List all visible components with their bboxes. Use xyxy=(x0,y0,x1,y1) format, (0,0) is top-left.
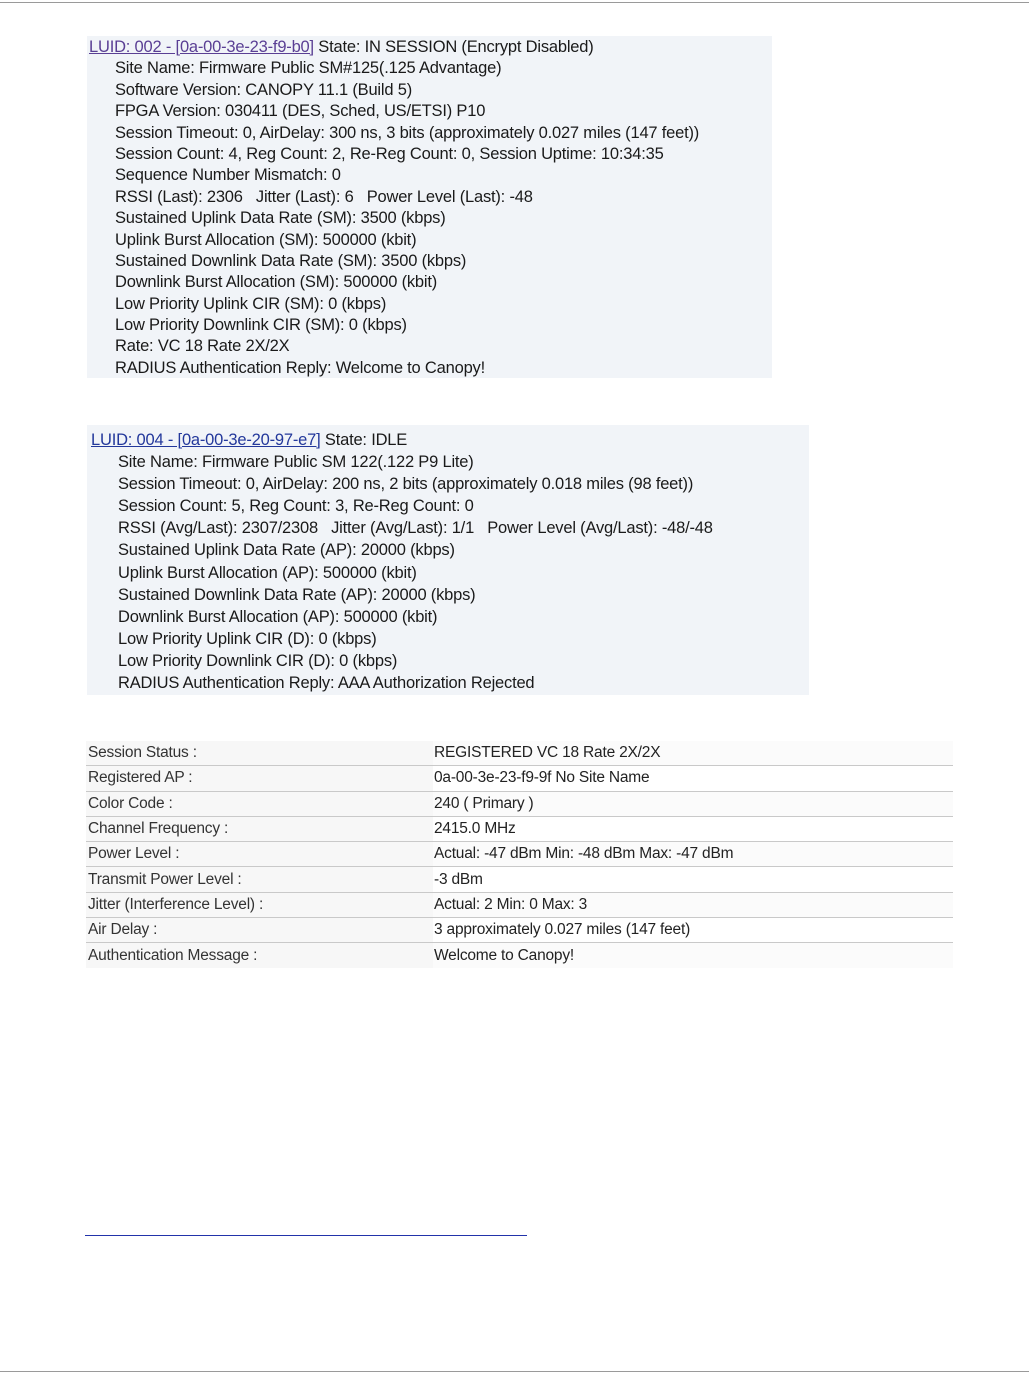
color-code-value: 240 ( Primary ) xyxy=(433,791,953,816)
session-status-label: Session Status : xyxy=(86,741,433,766)
table-row xyxy=(86,842,953,867)
sustained-downlink-line: Sustained Downlink Data Rate (AP): 20000 (kbps) xyxy=(118,585,476,604)
radius-reply-line: RADIUS Authentication Reply: Welcome to Canopy! xyxy=(115,358,485,377)
table-row xyxy=(86,766,953,791)
uplink-burst-line: Uplink Burst Allocation (AP): 500000 (kbit) xyxy=(118,563,417,582)
luid-004-state: State: IDLE xyxy=(320,431,408,449)
site-name-line: Site Name: Firmware Public SM 122(.122 P9 Lite) xyxy=(118,453,474,472)
air-delay-label: Air Delay : xyxy=(86,918,433,943)
luid-004-session-panel xyxy=(87,425,809,695)
luid-002-link[interactable]: LUID: 002 - [0a-00-3e-23-f9-b0] xyxy=(89,38,314,56)
rate-line: Rate: VC 18 Rate 2X/2X xyxy=(115,337,290,356)
power-level-label: Power Level : xyxy=(86,842,433,867)
authentication-message-value: Welcome to Canopy! xyxy=(433,943,953,968)
session-timeout-line: Session Timeout: 0, AirDelay: 200 ns, 2 bits (approximately 0.018 miles (98 feet)) xyxy=(118,475,694,494)
table-row xyxy=(86,741,953,766)
rssi-line: RSSI (Last): 2306 Jitter (Last): 6 Power Level (Last): -48 xyxy=(115,187,533,206)
session-count-line: Session Count: 4, Reg Count: 2, Re-Reg Count: 0, Session Uptime: 10:34:35 xyxy=(115,144,664,163)
table-row xyxy=(86,943,953,968)
luid-002-state: State: IN SESSION (Encrypt Disabled) xyxy=(313,38,594,56)
jitter-value: Actual: 2 Min: 0 Max: 3 xyxy=(433,892,953,917)
low-priority-downlink-line: Low Priority Downlink CIR (SM): 0 (kbps) xyxy=(115,316,407,335)
footnote-separator xyxy=(85,1235,527,1236)
air-delay-value: 3 approximately 0.027 miles (147 feet) xyxy=(433,918,953,943)
fpga-version-line: FPGA Version: 030411 (DES, Sched, US/ETSI) P10 xyxy=(115,102,486,121)
luid-002-session-panel xyxy=(87,36,772,378)
table-row xyxy=(86,816,953,841)
low-priority-uplink-line: Low Priority Uplink CIR (SM): 0 (kbps) xyxy=(115,294,387,313)
channel-frequency-value: 2415.0 MHz xyxy=(433,816,953,841)
site-name-line: Site Name: Firmware Public SM#125(.125 Advantage) xyxy=(115,59,502,78)
table-row xyxy=(86,918,953,943)
power-level-value: Actual: -47 dBm Min: -48 dBm Max: -47 dBm xyxy=(433,842,953,867)
table-row xyxy=(86,867,953,892)
low-priority-uplink-line: Low Priority Uplink CIR (D): 0 (kbps) xyxy=(118,629,377,648)
sustained-uplink-line: Sustained Uplink Data Rate (AP): 20000 (kbps) xyxy=(118,541,455,560)
registered-ap-label: Registered AP : xyxy=(86,766,433,791)
sequence-mismatch-line: Sequence Number Mismatch: 0 xyxy=(115,166,341,185)
downlink-burst-line: Downlink Burst Allocation (SM): 500000 (kbit) xyxy=(115,273,438,292)
sm-status-table xyxy=(86,741,953,968)
page-bottom-rule xyxy=(0,1371,1029,1372)
luid-004-link[interactable]: LUID: 004 - [0a-00-3e-20-97-e7] xyxy=(91,431,321,449)
software-version-line: Software Version: CANOPY 11.1 (Build 5) xyxy=(115,80,412,99)
sustained-downlink-line: Sustained Downlink Data Rate (SM): 3500 (kbps) xyxy=(115,251,467,270)
table-row xyxy=(86,892,953,917)
radius-reply-line: RADIUS Authentication Reply: AAA Authorization Rejected xyxy=(118,674,535,693)
page-top-rule xyxy=(0,2,1029,3)
session-status-value: REGISTERED VC 18 Rate 2X/2X xyxy=(433,741,953,766)
session-timeout-line: Session Timeout: 0, AirDelay: 300 ns, 3 bits (approximately 0.027 miles (147 feet)) xyxy=(115,123,700,142)
sustained-uplink-line: Sustained Uplink Data Rate (SM): 3500 (kbps) xyxy=(115,209,446,228)
luid-004-header xyxy=(87,429,809,451)
table-row xyxy=(86,791,953,816)
registered-ap-value: 0a-00-3e-23-f9-9f No Site Name xyxy=(433,766,953,791)
channel-frequency-label: Channel Frequency : xyxy=(86,816,433,841)
transmit-power-label: Transmit Power Level : xyxy=(86,867,433,892)
session-count-line: Session Count: 5, Reg Count: 3, Re-Reg Count: 0 xyxy=(118,497,474,516)
transmit-power-value: -3 dBm xyxy=(433,867,953,892)
downlink-burst-line: Downlink Burst Allocation (AP): 500000 (kbit) xyxy=(118,607,438,626)
color-code-label: Color Code : xyxy=(86,791,433,816)
luid-002-header xyxy=(87,37,772,58)
jitter-label: Jitter (Interference Level) : xyxy=(86,892,433,917)
uplink-burst-line: Uplink Burst Allocation (SM): 500000 (kbit) xyxy=(115,230,417,249)
low-priority-downlink-line: Low Priority Downlink CIR (D): 0 (kbps) xyxy=(118,651,398,670)
authentication-message-label: Authentication Message : xyxy=(86,943,433,968)
rssi-line: RSSI (Avg/Last): 2307/2308 Jitter (Avg/Last): 1/1 Power Level (Avg/Last): -48/-48 xyxy=(118,519,713,538)
